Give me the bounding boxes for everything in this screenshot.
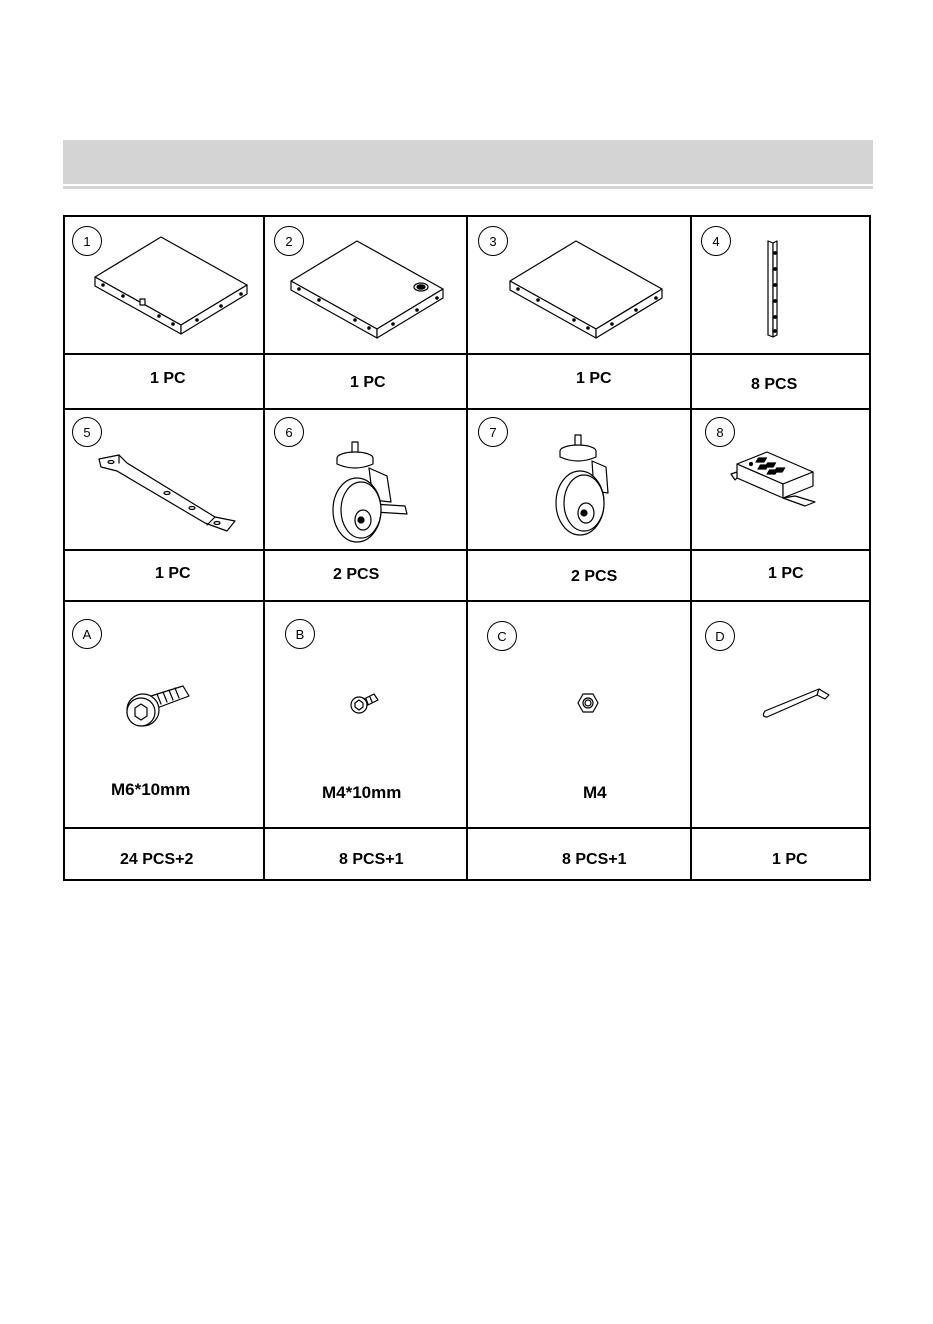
part-size: M4	[583, 783, 607, 802]
section-header-bar	[63, 140, 873, 184]
mounting-rail-icon	[763, 239, 783, 339]
section-header-rule	[63, 186, 873, 189]
part-marker: D	[705, 621, 735, 651]
part-quantity: 1 PC	[772, 851, 808, 868]
part-quantity: 1 PC	[350, 374, 386, 391]
hex-nut-icon	[577, 692, 599, 714]
parts-table	[63, 215, 871, 881]
caster-icon	[548, 433, 618, 538]
part-marker: 1	[72, 226, 102, 256]
part-marker: 8	[705, 417, 735, 447]
allen-key-icon	[761, 683, 833, 721]
part-marker: 2	[274, 226, 304, 256]
table-column-rule	[263, 215, 265, 881]
tray-panel-icon	[93, 235, 253, 335]
part-size: M6*10mm	[111, 780, 191, 799]
top-panel-icon	[289, 239, 449, 339]
table-border-left	[63, 215, 65, 881]
bracket-icon	[97, 451, 242, 536]
part-quantity: 2 PCS	[333, 566, 380, 583]
part-quantity: 8 PCS	[751, 376, 798, 393]
caster-brake-icon	[325, 440, 410, 545]
screw-icon	[350, 690, 380, 718]
table-column-rule	[690, 215, 692, 881]
part-quantity: 8 PCS+1	[562, 851, 627, 868]
part-marker: 7	[478, 417, 508, 447]
table-border-right	[869, 215, 871, 881]
part-marker: B	[285, 619, 315, 649]
part-marker: 6	[274, 417, 304, 447]
part-marker: 5	[72, 417, 102, 447]
part-marker: C	[487, 621, 517, 651]
table-column-rule	[466, 215, 468, 881]
part-size: M4*10mm	[322, 783, 402, 802]
part-quantity: 8 PCS+1	[339, 851, 404, 868]
part-quantity: 1 PC	[576, 370, 612, 387]
part-quantity: 24 PCS+2	[120, 851, 194, 868]
part-marker: 4	[701, 226, 731, 256]
part-quantity: 1 PC	[155, 565, 191, 582]
part-marker: A	[72, 619, 102, 649]
part-quantity: 2 PCS	[571, 568, 618, 585]
power-strip-icon	[731, 450, 821, 515]
base-panel-icon	[508, 239, 668, 339]
part-marker: 3	[478, 226, 508, 256]
hex-bolt-icon	[123, 682, 193, 732]
part-quantity: 1 PC	[768, 565, 804, 582]
part-quantity: 1 PC	[150, 370, 186, 387]
